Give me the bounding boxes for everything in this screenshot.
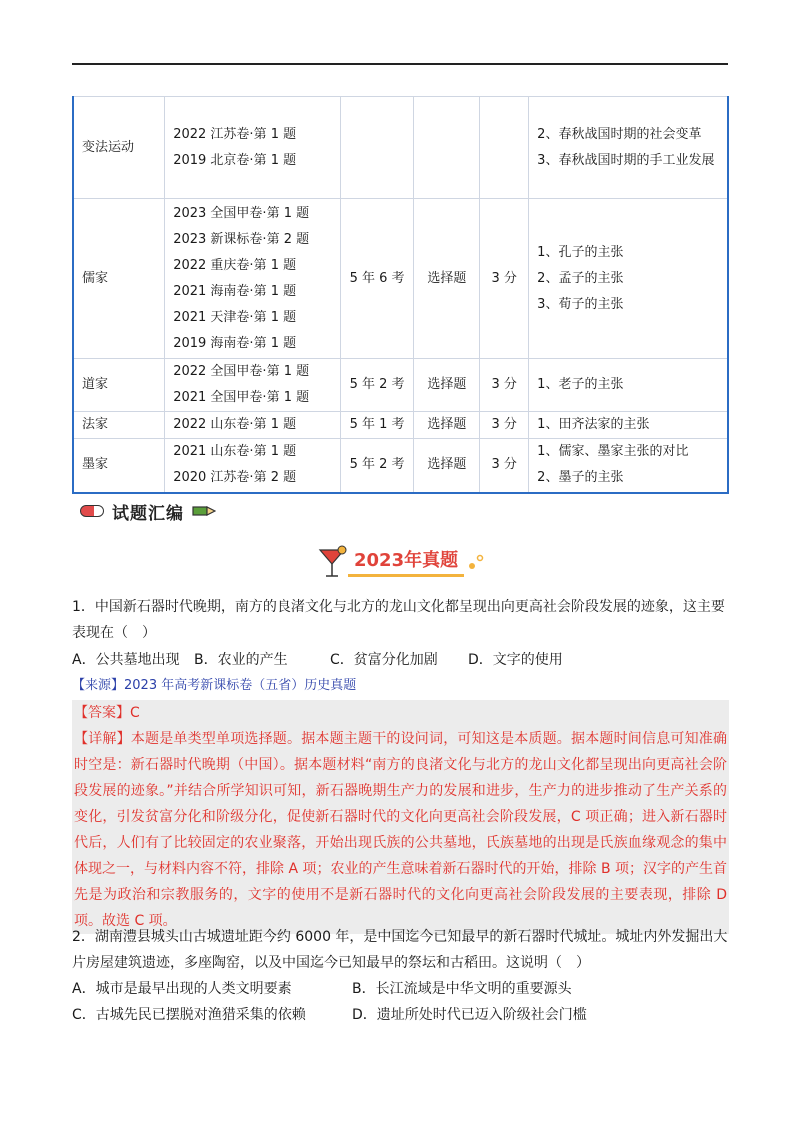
source-cell <box>165 359 340 412</box>
option-d: D．文字的使用 <box>468 652 563 668</box>
section-header <box>80 500 216 522</box>
table-row <box>73 439 728 493</box>
source-tag: 【来源】 <box>72 678 125 693</box>
frequency-cell: 5 年 6 考 <box>340 199 414 359</box>
option-c: C．贫富分化加剧 <box>330 652 438 668</box>
option-a: A．公共墓地出现 <box>72 652 180 668</box>
topic-cell: 法家 <box>73 412 165 439</box>
source-line: 2022 全国甲卷·第 1 题 <box>173 364 310 379</box>
header-rule <box>72 63 728 65</box>
pencil-icon <box>192 505 216 517</box>
source-cell <box>165 412 340 439</box>
source-line: 2019 海南卷·第 1 题 <box>173 335 297 351</box>
year-banner <box>318 544 486 580</box>
point-line: 1、老子的主张 <box>537 377 624 392</box>
source-text: 2023 年高考新课标卷（五省）历史真题 <box>124 678 357 693</box>
option-b: B．长江流域是中华文明的重要源头 <box>352 981 572 997</box>
score-cell: 3 分 <box>480 412 529 439</box>
score-cell: 3 分 <box>480 439 529 493</box>
table-row <box>73 359 728 412</box>
source-line: 2021 海南卷·第 1 题 <box>173 283 297 299</box>
points-cell <box>529 359 728 412</box>
qtype-cell <box>414 97 480 199</box>
source-cell <box>165 97 340 199</box>
table-row <box>73 199 728 359</box>
points-cell <box>529 97 728 199</box>
question-2-options <box>72 976 732 1028</box>
option-a: A．城市是最早出现的人类文明要素 <box>72 981 292 997</box>
dots-icon <box>468 552 486 572</box>
points-cell <box>529 199 728 359</box>
point-line: 3、春秋战国时期的手工业发展 <box>537 152 715 168</box>
points-cell <box>529 439 728 493</box>
frequency-cell: 5 年 2 考 <box>340 439 414 493</box>
points-cell <box>529 412 728 439</box>
point-line: 2、春秋战国时期的社会变革 <box>537 126 702 142</box>
qtype-cell: 选择题 <box>414 359 480 412</box>
source-line: 2021 全国甲卷·第 1 题 <box>173 390 310 405</box>
answer-line: 【答案】C <box>74 705 140 721</box>
topic-cell: 变法运动 <box>73 97 165 199</box>
option-row <box>72 976 732 1002</box>
option-c: C．古城先民已摆脱对渔猎采集的依赖 <box>72 1007 306 1023</box>
source-line: 2022 江苏卷·第 1 题 <box>173 126 297 142</box>
point-line: 2、孟子的主张 <box>537 270 624 286</box>
qtype-cell: 选择题 <box>414 412 480 439</box>
source-line: 2019 北京卷·第 1 题 <box>173 152 297 168</box>
question-2-stem: 2．湖南澧县城头山古城遗址距今约 6000 年，是中国迄今已知最早的新石器时代城址。城址内外发掘出大片房屋建筑遗迹，多座陶窑，以及中国迄今已知最早的祭坛和古稻田。这说明（ ） <box>72 929 728 971</box>
source-line: 2021 天津卷·第 1 题 <box>173 309 297 325</box>
question-1-source <box>72 676 356 696</box>
question-1-analysis <box>72 700 729 934</box>
option-b: B．农业的产生 <box>194 652 288 668</box>
option-d: D．遗址所处时代已迈入阶级社会门槛 <box>352 1007 587 1023</box>
frequency-cell: 5 年 2 考 <box>340 359 414 412</box>
source-line: 2023 新课标卷·第 2 题 <box>173 231 310 247</box>
section-title: 试题汇编 <box>112 503 184 524</box>
source-line: 2023 全国甲卷·第 1 题 <box>173 205 310 221</box>
qtype-cell: 选择题 <box>414 439 480 493</box>
answer-value: C <box>130 705 140 721</box>
exam-stats-table <box>72 96 729 494</box>
source-line: 2020 江苏卷·第 2 题 <box>173 470 297 486</box>
source-line: 2022 重庆卷·第 1 题 <box>173 257 297 273</box>
point-line: 1、儒家、墨家主张的对比 <box>537 444 689 460</box>
table-row <box>73 412 728 439</box>
point-line: 1、孔子的主张 <box>537 244 624 260</box>
source-cell <box>165 439 340 493</box>
score-cell <box>480 97 529 199</box>
topic-cell: 儒家 <box>73 199 165 359</box>
source-line: 2021 山东卷·第 1 题 <box>173 444 297 460</box>
point-line: 3、荀子的主张 <box>537 296 624 312</box>
topic-cell: 墨家 <box>73 439 165 493</box>
source-line: 2022 山东卷·第 1 题 <box>173 417 297 432</box>
option-row <box>72 1002 732 1028</box>
cocktail-icon <box>318 544 348 580</box>
detail-paragraph: 【详解】本题是单类型单项选择题。据本题主题干的设问词，可知这是本质题。据本题时间信息可知准确时空是：新石器时代晚期（中国）。据本题材料“南方的良渚文化与北方的龙山文化都呈现出向更高社会阶段发展的迹象。”并结合所学知识可知，新石器晚期生产力的发展和进步，生产力的进步推动了生产关系的变化，引发贫富分化和阶级分化，促使新石器时代的文化向更高社会阶段发展，C 项正确；进入新石器时代后，人们有了比较固定的农业聚落，开始出现氏族的公共墓地，氏族墓地的出现是氏族血缘观念的集中体现之一，与材料内容不符，排除 A 项；农业的产生意味着新石器时代的开始，排除 B 项；汉字的产生首先是为政治和宗教服务的，文字的使用不是新石器时代的文化向更高社会阶段发展的主要表现，排除 D 项。故选 C 项。 <box>74 731 728 929</box>
question-1-options <box>72 647 732 673</box>
question-1-stem: 1．中国新石器时代晚期，南方的良渚文化与北方的龙山文化都呈现出向更高社会阶段发展的迹象，这主要表现在（ ） <box>72 599 725 641</box>
table-row <box>73 97 728 199</box>
frequency-cell <box>340 97 414 199</box>
score-cell: 3 分 <box>480 359 529 412</box>
pill-icon <box>80 505 104 517</box>
point-line: 2、墨子的主张 <box>537 470 624 486</box>
year-title: 2023年真题 <box>348 548 464 577</box>
frequency-cell: 5 年 1 考 <box>340 412 414 439</box>
source-cell <box>165 199 340 359</box>
qtype-cell: 选择题 <box>414 199 480 359</box>
topic-cell: 道家 <box>73 359 165 412</box>
detail-text: 本题是单类型单项选择题。据本题主题干的设问词，可知这是本质题。据本题时间信息可知准确时空是：新石器时代晚期（中国）。据本题材料“南方的良渚文化与北方的龙山文化都呈现出向更高社会阶段发展的迹象。”并结合所学知识可知，新石器晚期生产力的发展和进步，生产力的进步推动了生产关系的变化，引发贫富分化和阶级分化，促使新石器时代的文化向更高社会阶段发展，C 项正确；进入新石器时代后，人们有了比较固定的农业聚落，开始出现氏族的公共墓地，氏族墓地的出现是氏族血缘观念的集中体现之一，与材料内容不符，排除 A 项；农业的产生意味着新石器时代的开始，排除 B 项；汉字的产生首先是为政治和宗教服务的，文字的使用不是新石器时代的文化向更高社会阶段发展的主要表现，排除 D 项。故选 C 项。 <box>74 731 728 929</box>
point-line: 1、田齐法家的主张 <box>537 417 650 432</box>
score-cell: 3 分 <box>480 199 529 359</box>
